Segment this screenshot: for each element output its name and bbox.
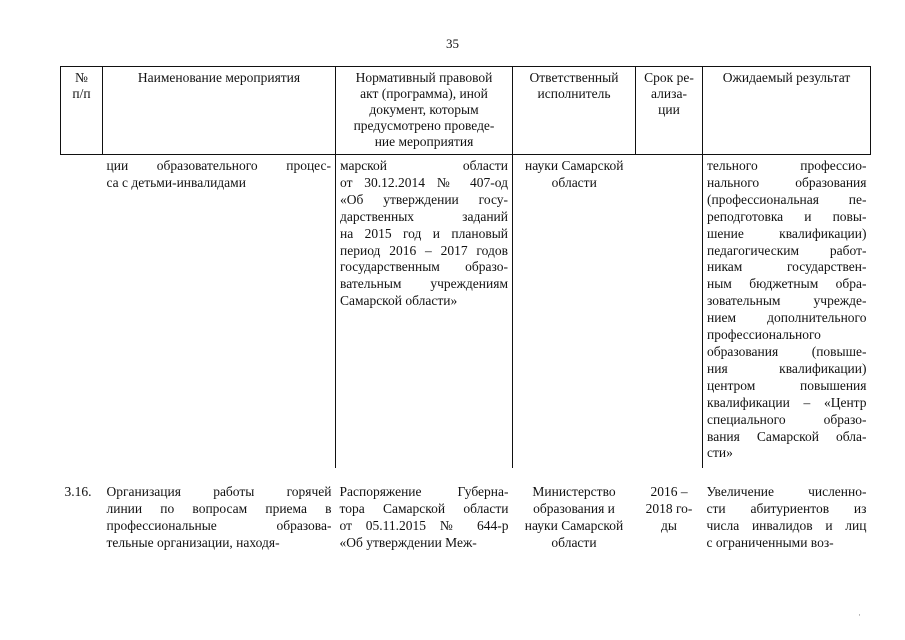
table-row-continued [61, 155, 871, 469]
text-line: профессионального [707, 327, 821, 343]
page-number: 35 [446, 36, 459, 51]
text-line: ния квалификации) [707, 360, 867, 376]
text-line: ции [658, 102, 680, 117]
text-line: 2016 – [650, 484, 688, 500]
cell-result [703, 468, 871, 552]
text-line: государственным образо- [340, 259, 508, 275]
text-line: предусмотрено проведе- [353, 118, 495, 133]
text-line: от 30.12.2014 № 407-од [340, 174, 508, 190]
text-line: зовательным учрежде- [707, 293, 867, 309]
text-line: никам государствен- [707, 259, 867, 275]
text-line: 2018 го- [645, 501, 693, 517]
text-line: реподготовка и повы- [707, 208, 867, 224]
text-line: акт (программа), иной [360, 86, 488, 101]
text-line: ным бюджетным обра- [707, 276, 867, 292]
text-line: (профессиональная пе- [707, 191, 867, 207]
text-line: Ответственный [529, 70, 619, 85]
text-line: са с детьми-инвалидами [106, 174, 246, 190]
text-line: тельные организации, находя- [106, 535, 280, 551]
text-line: тельного профессио- [707, 158, 867, 173]
header-term [636, 67, 703, 155]
text-line: «Об утверждении Меж- [339, 535, 477, 551]
text-line: вательным учреждениям [340, 276, 508, 292]
text-line: образования и [533, 501, 615, 517]
measures-table [60, 66, 871, 552]
text-line: области [551, 535, 597, 551]
text-line: Самарской области» [340, 293, 458, 309]
text-line: Ожидаемый результат [722, 70, 851, 85]
text-line: науки Самарской [524, 518, 624, 534]
text-line: нального образования [707, 174, 867, 190]
cell-responsible [513, 155, 636, 469]
cell-term [636, 155, 703, 469]
header-num [61, 67, 103, 155]
text-line: вания Самарской обла- [707, 428, 867, 444]
header-act [336, 67, 513, 155]
text-line: специального образо- [707, 411, 867, 427]
scan-artifact-mark: · [858, 610, 861, 620]
text-line: образования (повыше- [707, 343, 867, 359]
text-line: Наименование мероприятия [137, 70, 301, 85]
cell-num [61, 155, 103, 469]
text-line: профессиональные образова- [106, 518, 332, 534]
text-line: области [551, 174, 597, 190]
text-line: дарственных заданий [340, 208, 508, 224]
cell-result [703, 155, 871, 469]
text-line: тора Самарской области [339, 501, 509, 517]
text-line: марской области [340, 158, 508, 173]
cell-term [636, 468, 703, 552]
cell-name [103, 468, 336, 552]
text-line: Распоряжение Губерна- [339, 484, 509, 500]
text-line: ды [661, 518, 677, 534]
text-line: Нормативный правовой [355, 70, 493, 85]
text-line: линии по вопросам приема в [106, 501, 332, 517]
text-line: № [75, 70, 88, 85]
text-line: Министерство [532, 484, 616, 500]
text-line: период 2016 – 2017 годов [340, 242, 508, 258]
header-responsible [513, 67, 636, 155]
text-line: шение квалификации) [707, 225, 867, 241]
text-line: педагогическим работ- [707, 242, 867, 258]
text-line: с ограниченными воз- [706, 535, 834, 551]
text-line: от 05.11.2015 № 644-р [339, 518, 509, 534]
text-line: «Об утверждении госу- [340, 191, 508, 207]
text-line: сти абитуриентов из [706, 501, 867, 517]
text-line: науки Самарской [525, 158, 624, 173]
cell-num: 3.16. [64, 484, 92, 500]
table-row-3-16 [61, 468, 871, 552]
text-line: центром повышения [707, 377, 867, 393]
text-line: сти» [707, 445, 733, 461]
document-table-container [60, 66, 870, 552]
cell-name [103, 155, 336, 469]
text-line: Организация работы горячей [106, 484, 332, 500]
text-line: п/п [72, 86, 91, 101]
text-line: Увеличение численно- [706, 484, 867, 500]
text-line: Срок ре- [644, 70, 694, 85]
text-line: на 2015 год и плановый [340, 225, 508, 241]
text-line: ние мероприятия [374, 134, 474, 149]
text-line: документ, которым [369, 102, 479, 117]
header-result [703, 67, 871, 155]
text-line: ции образовательного процес- [106, 158, 331, 173]
header-name [103, 67, 336, 155]
text-line: числа инвалидов и лиц [706, 518, 867, 534]
cell-responsible [513, 468, 636, 552]
text-line: исполнитель [537, 86, 611, 101]
cell-act [336, 155, 513, 469]
text-line: квалификации – «Центр [707, 394, 867, 410]
text-line: нием дополнительного [707, 310, 867, 326]
cell-act [336, 468, 513, 552]
table-header-row [61, 67, 871, 155]
text-line: ализа- [651, 86, 687, 101]
